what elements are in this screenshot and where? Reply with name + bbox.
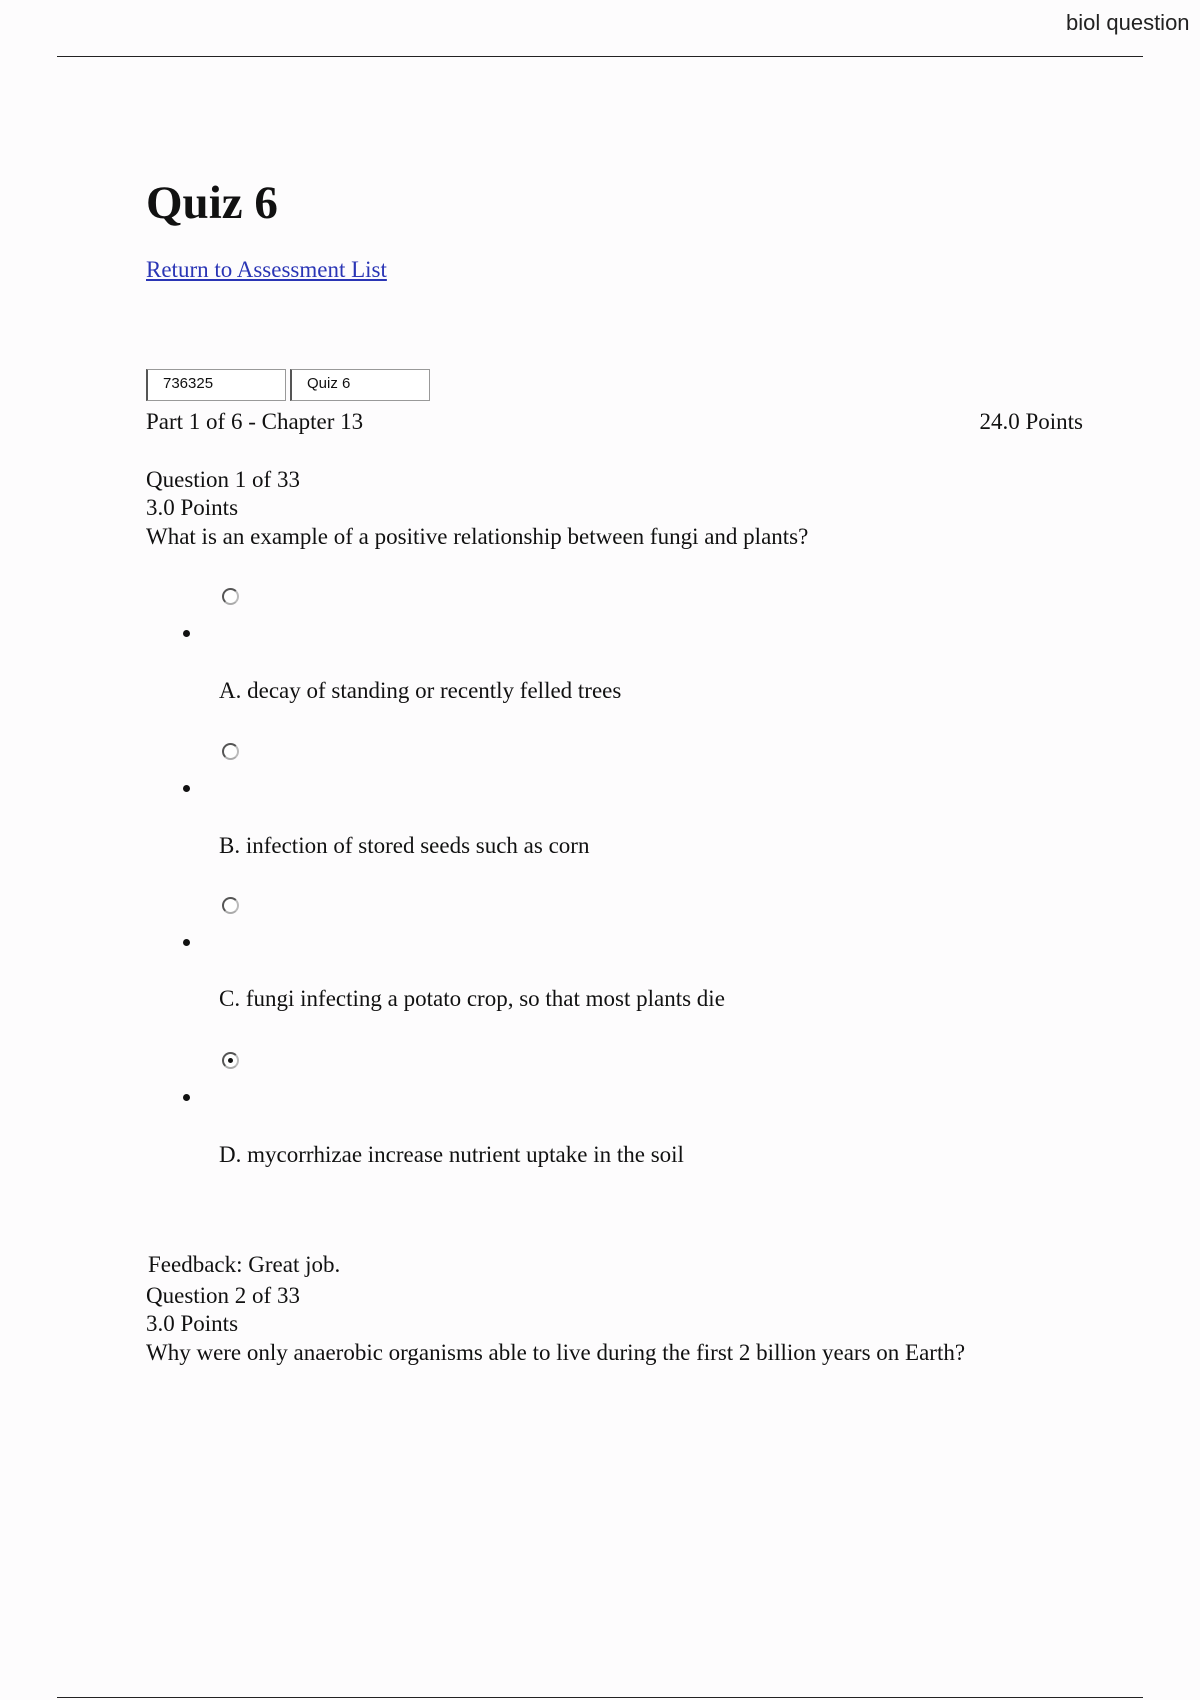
question-text: What is an example of a positive relationship between fungi and plants? xyxy=(146,524,809,549)
bullet-icon xyxy=(183,939,190,946)
question-points: 3.0 Points xyxy=(146,1311,239,1336)
return-to-assessment-list-link[interactable]: Return to Assessment List xyxy=(146,257,387,282)
bullet-icon xyxy=(183,630,190,637)
part-header xyxy=(146,408,1083,436)
part-points: 24.0 Points xyxy=(979,409,1083,434)
footer-divider xyxy=(57,1697,1143,1698)
option-label: D. mycorrhizae increase nutrient uptake in the soil xyxy=(219,1142,684,1167)
feedback-text: Feedback: Great job. xyxy=(148,1252,341,1277)
radio-button-option-b[interactable] xyxy=(222,743,239,760)
assessment-name-field: Quiz 6 xyxy=(290,369,430,401)
question-number: Question 2 of 33 xyxy=(146,1283,300,1308)
question-points: 3.0 Points xyxy=(146,495,239,520)
radio-button-option-d[interactable] xyxy=(222,1052,239,1069)
bullet-icon xyxy=(183,785,190,792)
part-label: Part 1 of 6 - Chapter 13 xyxy=(146,409,364,434)
question-text: Why were only anaerobic organisms able to live during the first 2 billion years on Earth? xyxy=(146,1340,966,1365)
bullet-icon xyxy=(183,1094,190,1101)
option-label: C. fungi infecting a potato crop, so that most plants die xyxy=(219,986,725,1011)
option-label: B. infection of stored seeds such as corn xyxy=(219,833,590,858)
page-title: Quiz 6 xyxy=(146,177,278,229)
assessment-id-field: 736325 xyxy=(146,369,286,401)
running-header: biol question xyxy=(1066,10,1190,35)
assessment-info-row xyxy=(146,369,434,401)
question-number: Question 1 of 33 xyxy=(146,467,300,492)
radio-button-option-c[interactable] xyxy=(222,897,239,914)
header-divider xyxy=(57,56,1143,57)
radio-button-option-a[interactable] xyxy=(222,588,239,605)
option-label: A. decay of standing or recently felled trees xyxy=(219,678,622,703)
